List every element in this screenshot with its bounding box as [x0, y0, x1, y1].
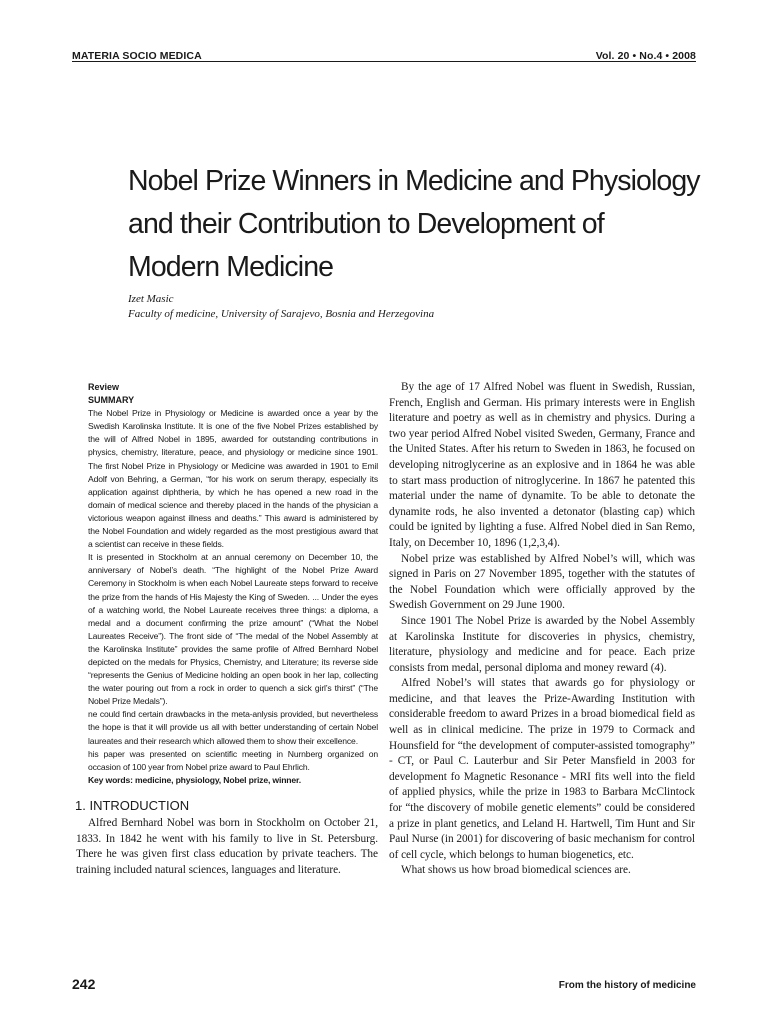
- title-line: Nobel Prize Winners in Medicine and Physiology: [128, 165, 700, 197]
- article-title: [128, 160, 700, 289]
- section-heading-introduction: 1. INTRODUCTION: [75, 797, 190, 813]
- journal-name: MATERIA SOCIO MEDICA: [72, 50, 202, 62]
- summary-paragraph: ne could find certain drawbacks in the meta-anlysis provided, but nevertheless the hope is that it will provide us all with better understanding of certain Nobel laureates and their research which allowed them to show their excellence.: [88, 709, 378, 746]
- author-affiliation: Faculty of medicine, University of Sarajevo, Bosnia and Herzegovina: [128, 308, 435, 320]
- left-column: [75, 381, 378, 878]
- introduction-text: [76, 816, 378, 878]
- right-column-text: [389, 380, 695, 879]
- summary-paragraph: The Nobel Prize in Physiology or Medicine is awarded once a year by the Swedish Karolinska Institute. It is one of the five Nobel Prizes established by the will of Alfred Nobel in 1895, awarded for outstanding contributions in physics, chemistry, literature, peace, and physiology or medicine since 1901. The first Nobel Prize in Physiology or Medicine was awarded in 1901 to Emil Adolf von Behring, a German, “for his work on serum therapy, especially its application against diphtheria, by which he has opened a new road in the domain of medical science and thereby placed in the hands of the physician a victorious weapon against illness and deaths.” This award is administered by the Nobel Foundation and widely regarded as the most prestigious award that a scientist can receive in these fields.: [88, 408, 378, 550]
- running-header: [72, 44, 696, 62]
- body-paragraph: Since 1901 The Nobel Prize is awarded by the Nobel Assembly at Karolinska Institute for discoveries in physics, chemistry, literature, physiology and medicine and for peace. Each prize consists from medal, personal diploma and money reward (4).: [389, 614, 695, 674]
- summary-block: [88, 381, 378, 787]
- title-line: and their Contribution to Development of: [128, 208, 604, 240]
- header-divider: [72, 61, 696, 62]
- summary-paragraph: his paper was presented on scientific meeting in Nurnberg organized on occasion of 100 year from Nobel prize award to Paul Ehrlich.: [88, 748, 378, 772]
- title-line: Modern Medicine: [128, 251, 334, 283]
- summary-paragraph: It is presented in Stockholm at an annual ceremony on December 10, the anniversary of Nobel’s death. “The highlight of the Nobel Prize Award Ceremony in Stockholm is when each Nobel Laureate steps forward to receive the prize from the hands of His Majesty the King of Sweden. ... Under the eyes of a watching world, the Nobel Laureate receives three things: a diploma, a medal and a document confirming the prize amount” (“What the Nobel Laureates Receive”). The front side of “The medal of the Nobel Assembly at the Karolinska Institute” provides the same profile of Alfred Bernhard Nobel depicted on the medals for Physics, Chemistry, and Literature; its reverse side “represents the Genius of Medicine holding an open book in her lap, collecting the water pouring out from a rock in order to quench a sick girl’s thirst” (“The Nobel Prize Medals”).: [88, 552, 378, 707]
- body-paragraph: What shows us how broad biomedical sciences are.: [401, 864, 631, 877]
- summary-heading: SUMMARY: [88, 395, 135, 406]
- keywords: Key words: medicine, physiology, Nobel prize, winner.: [88, 774, 301, 785]
- body-paragraph: Nobel prize was established by Alfred Nobel’s will, which was signed in Paris on 27 November 1895, together with the statutes of the Nobel Foundation which were officially approved by the Swedish Government on 29 June 1900.: [389, 552, 695, 612]
- article-type-label: Review: [88, 382, 120, 392]
- author-block: [128, 292, 434, 322]
- author-name: Izet Masic: [128, 293, 174, 305]
- body-paragraph: Alfred Nobel’s will states that awards go for physiology or medicine, and that leaves the Prize-Awarding Institution with considerable freedom to award Prizes in a broad biomedical field as well as in clinical medicine. The prize in 1979 to Cormack and Hounsfield for “the development of computer-assisted tomography” - CT, or Paul C. Lauterbur and Sir Peter Mansfield in 2003 for development fo Magnetic Resonance - MRI fits well into the field of applied physics, while the prize in 1983 to Barbara McClintock for “the discovery of mobile genetic elements” could be considered a prize in plant genetics, and Leland H. Hartwell, Tim Hunt and Sir Paul Nurse (in 2001) for discovering of basic mechanism for control of cell cycle, which belongs to human biogenetics, etc.: [389, 677, 695, 861]
- right-column: [389, 380, 695, 879]
- section-name: From the history of medicine: [558, 980, 696, 991]
- body-paragraph: By the age of 17 Alfred Nobel was fluent in Swedish, Russian, French, English and German. His primary interests were in English literature and poetry as well as in chemistry and physics. During a two year period Alfred Nobel visited Sweden, Germany, France and the United States. After his return to Sweden in 1863, he focused on developing nitroglycerine as an explosive and in 1864 he was able to start mass production of nitroglycerine. In 1867 he patented this material under the name of dynamite. To be able to detonate the dynamite rods, he also invented a detonator (blasting cap) which could be ignited by lighting a fuse. Alfred Nobel died in San Remo, Italy, on December 10, 1896 (1,2,3,4).: [389, 381, 695, 549]
- issue-info: Vol. 20 • No.4 • 2008: [595, 50, 696, 62]
- page-number: 242: [72, 976, 96, 992]
- body-paragraph: Alfred Bernhard Nobel was born in Stockholm on October 21, 1833. In 1842 he went with his family to live in St. Petersburg. There he was given first class education by private teachers. The training included natural sciences, languages and literature.: [76, 816, 378, 876]
